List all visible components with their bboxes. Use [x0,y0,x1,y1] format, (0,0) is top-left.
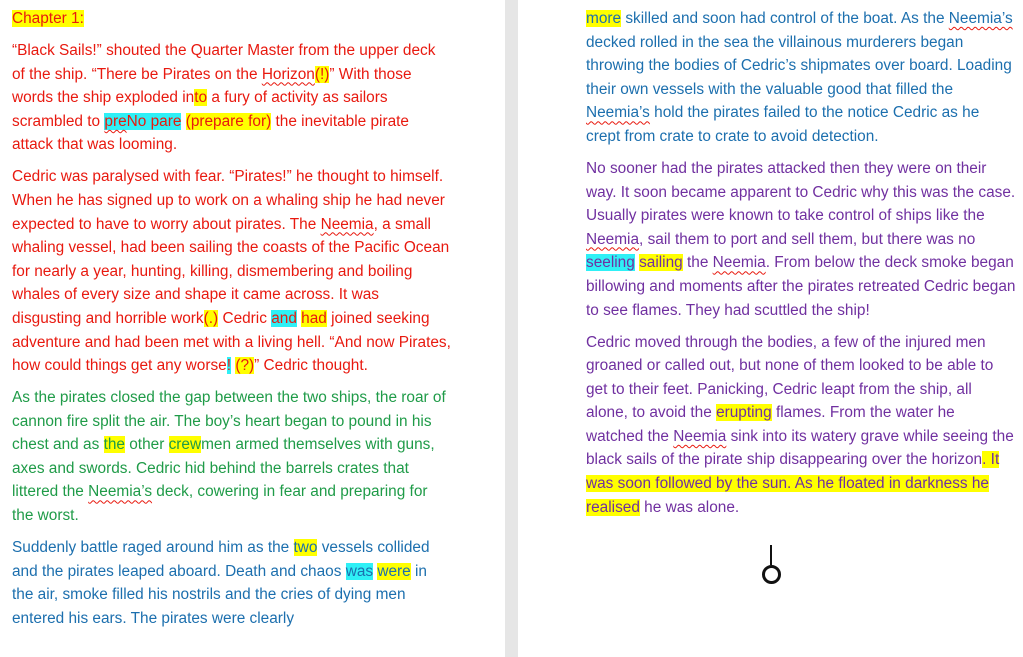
text-run[interactable]: Cedric was paralysed with fear. “Pirates!” he thought to himself. When he has signed up to work on a whaling ship he had never expected to have to worry about pirates. The [12,168,445,233]
text-run[interactable]: men armed themselves with guns, axes and swords. Cedric hid behind the barrels crates that littered the [12,436,435,501]
text-run[interactable]: ” With those words the ship exploded in [12,65,412,107]
spelling-error-neemias[interactable]: Neemia’s [948,10,1013,27]
highlight-crew[interactable]: crew [168,436,202,454]
text-run[interactable]: As the pirates closed the gap between the two ships, the roar of cannon fire split the air. The boy’s heart began to pound in his chest and as [12,389,446,454]
error-exclamation[interactable]: ! [226,357,232,375]
text-run[interactable]: a fury of activity as sailors scrambled to [12,89,388,130]
text-run[interactable]: , sail them to port and sell them, but there was no [639,230,976,248]
text-run[interactable]: joined seeking adventure and had been met with a living hell. “And now Pirates, how could things get any worse [12,309,451,375]
document-page-right[interactable] [518,0,1023,657]
correction-were[interactable]: were [377,562,411,580]
text-run[interactable]: “Black Sails!” shouted the Quarter Master from the upper deck of the ship. “There be Pirates on the [12,41,436,83]
paragraph-6[interactable] [586,157,1016,322]
spelling-error-prepare-a[interactable]: pre [104,112,127,130]
correction-had[interactable]: had [301,309,327,327]
text-run[interactable]: in the air, smoke filled his nostrils and the cries of dying men entered his ears. The pirates were clearly [12,562,427,627]
highlight-two[interactable]: two [293,539,318,557]
text-run[interactable]: sink into its watery grave while seeing the black sails of the pirate ship disappearing over the horizon [586,427,1014,469]
text-run[interactable]: he was alone. [639,498,740,516]
text-run[interactable]: the inevitable pirate attack that was looming. [12,112,409,154]
text-run[interactable]: deck, cowering in fear and preparing for the worst. [12,483,428,525]
highlight-added-sentence[interactable]: . It was soon followed by the sun. As he floated in darkness he realised [586,451,1000,516]
text-run[interactable]: Cedric [218,309,272,327]
error-seeling[interactable]: seeling [586,254,635,272]
spelling-error-horizon[interactable]: Horizon [261,65,315,83]
correction-period[interactable]: (.) [203,309,219,327]
correction-sailing[interactable]: sailing [639,254,683,272]
text-run[interactable]: ” Cedric thought. [254,357,368,375]
text-cursor-icon [770,545,772,565]
correction-question[interactable]: (?) [235,357,255,375]
text-run[interactable]: vessels collided and the pirates leaped aboard. Death and chaos [12,539,430,580]
correction-exclamation[interactable]: (!) [314,65,330,83]
spelling-error-neemias[interactable]: Neemia’s [88,483,153,501]
correction-to[interactable]: to [194,89,208,107]
paragraph-7[interactable] [586,331,1016,520]
text-run[interactable]: No sooner had the pirates attacked then they were on their way. It soon became apparent to Cedric why this was the case. Usually pirates were known to take control of ships like the [586,159,1016,225]
error-and[interactable]: and [271,309,297,327]
text-column-left[interactable] [12,7,452,639]
highlight-more[interactable]: more [586,10,622,27]
paragraph-5[interactable] [586,7,1016,149]
correction-prepare-for[interactable]: (prepare for) [185,112,272,130]
pen-cursor-icon [762,565,781,584]
text-column-right[interactable] [586,7,1016,528]
paragraph-2[interactable] [12,165,452,377]
text-run[interactable]: flames. From the water he watched the [586,404,955,445]
highlight-erupting[interactable]: erupting [716,404,772,422]
text-run[interactable]: other [124,436,169,454]
chapter-heading[interactable] [12,7,452,31]
text-run[interactable]: the [682,254,713,272]
spelling-error-neemias[interactable]: Neemia’s [586,104,650,122]
error-was[interactable]: was [345,562,374,580]
spelling-error-neemia[interactable]: Neemia [712,254,766,272]
text-run[interactable]: . From below the deck smoke began billowing and moments after the pirates retreated Cedric began to see flames. They had scuttled the ship! [586,254,1016,319]
text-run[interactable]: Cedric moved through the bodies, a few of the injured men groaned or called out, but none of them looked to be able to get to their feet. Panicking, Cedric leapt from the ship, all alone, to avoid the [586,333,994,422]
spelling-error-neemia[interactable]: Neemia [586,230,640,248]
paragraph-1[interactable] [12,39,452,157]
text-run[interactable]: decked rolled in the sea the villainous murderers began throwing the bodies of Cedric’s shipmates over board. Loading their own vessels with the valuable good that filled the [586,33,1012,98]
text-run[interactable]: skilled and soon had control of the boat. As the [621,10,949,27]
spelling-error-prepare-b[interactable]: No pare [126,112,182,130]
spelling-error-neemia[interactable]: Neemia [320,215,374,233]
highlight-the[interactable]: the [103,436,125,454]
document-page-left[interactable] [0,0,505,657]
chapter-heading-text[interactable]: Chapter 1: [12,10,84,27]
text-run[interactable]: hold the pirates failed to the notice Cedric as he crept from crate to crate to avoid detection. [586,104,980,145]
paragraph-4[interactable] [12,536,452,630]
paragraph-3[interactable] [12,386,452,528]
text-run[interactable]: Suddenly battle raged around him as the [12,539,294,557]
text-run[interactable]: , a small whaling vessel, had been sailing the coasts of the Pacific Ocean for nearly a year, hunting, killing, dismembering and boiling whales of every size and shape it came across. It was disgusting and horrible work [12,215,450,327]
spelling-error-neemia[interactable]: Neemia [673,427,727,445]
